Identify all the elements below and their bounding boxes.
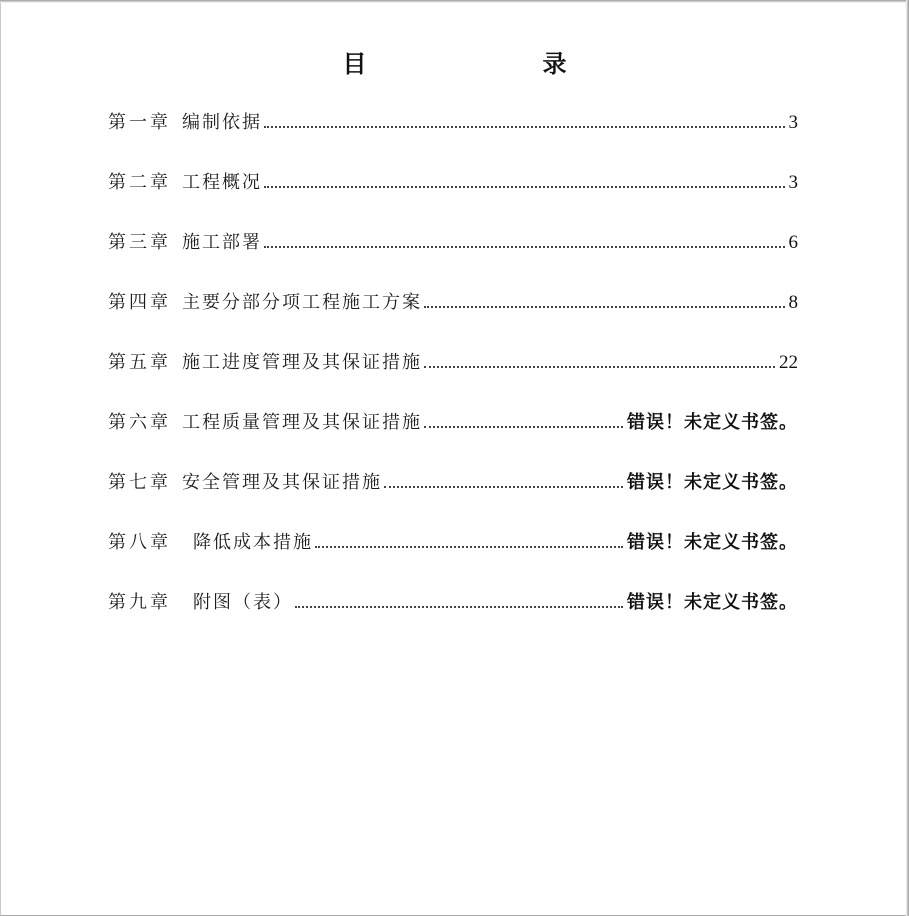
toc-entry-chapter-4[interactable]	[108, 288, 798, 348]
chapter-topic: 编制依据	[182, 112, 262, 133]
chapter-number: 第八章	[108, 532, 171, 553]
dot-leader	[424, 425, 623, 428]
page-number: 3	[788, 112, 798, 133]
chapter-number: 第一章	[108, 112, 171, 133]
toc-entry-chapter-2[interactable]	[108, 168, 798, 228]
toc-entry-chapter-6[interactable]	[108, 408, 798, 468]
chapter-topic: 施工进度管理及其保证措施	[182, 352, 422, 373]
chapter-topic: 工程概况	[182, 172, 262, 193]
toc-entry-chapter-8[interactable]	[108, 528, 798, 588]
page-number: 22	[779, 352, 798, 373]
dot-leader	[315, 545, 623, 548]
dot-leader	[424, 305, 785, 308]
chapter-topic: 附图（表）	[193, 592, 293, 613]
chapter-number: 第三章	[108, 232, 171, 253]
dot-leader	[264, 245, 785, 248]
toc-entry-chapter-9[interactable]	[108, 588, 798, 648]
toc-title: 目 录	[342, 50, 643, 78]
bookmark-error-text: 错误！未定义书签。	[627, 472, 798, 493]
chapter-topic: 施工部署	[182, 232, 262, 253]
page-number: 8	[788, 292, 798, 313]
page-number: 6	[788, 232, 798, 253]
toc-entry-chapter-5[interactable]	[108, 348, 798, 408]
bookmark-error-text: 错误！未定义书签。	[627, 412, 798, 433]
chapter-number: 第二章	[108, 172, 171, 193]
chapter-number: 第五章	[108, 352, 171, 373]
toc-entry-chapter-3[interactable]	[108, 228, 798, 288]
chapter-topic: 降低成本措施	[193, 532, 313, 553]
dot-leader	[424, 365, 775, 368]
dot-leader	[384, 485, 623, 488]
dot-leader	[264, 185, 785, 188]
chapter-topic: 工程质量管理及其保证措施	[182, 412, 422, 433]
chapter-number: 第九章	[108, 592, 171, 613]
page-number: 3	[788, 172, 798, 193]
chapter-topic: 主要分部分项工程施工方案	[182, 292, 422, 313]
chapter-number: 第六章	[108, 412, 171, 433]
chapter-number: 第七章	[108, 472, 171, 493]
bookmark-error-text: 错误！未定义书签。	[627, 532, 798, 553]
chapter-number: 第四章	[108, 292, 171, 313]
dot-leader	[264, 125, 785, 128]
table-of-contents	[108, 108, 798, 648]
toc-entry-chapter-7[interactable]	[108, 468, 798, 528]
page-top-edge	[0, 0, 909, 3]
toc-entry-chapter-1[interactable]	[108, 108, 798, 168]
bookmark-error-text: 错误！未定义书签。	[627, 592, 798, 613]
chapter-topic: 安全管理及其保证措施	[182, 472, 382, 493]
dot-leader	[295, 605, 623, 608]
